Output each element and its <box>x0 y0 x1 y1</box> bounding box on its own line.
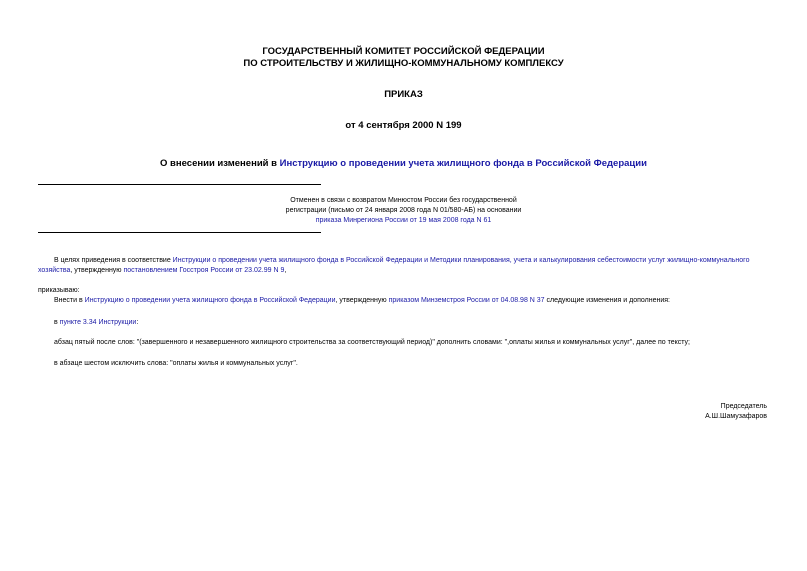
p3-text-b: : <box>136 319 139 326</box>
doc-type: ПРИКАЗ <box>384 89 423 100</box>
signature-position: Председатель <box>720 403 767 410</box>
notice-line-1: Отменен в связи с возвратом Минюстом России без государственной <box>290 197 517 204</box>
p1-text-c: , <box>284 267 287 274</box>
paragraph-4: абзац пятый после слов: "(завершенного и незавершенного жилищного строительства за соответствующий период)" дополнить словами: ",оплаты жилья и коммунальных услуг", далее по тексту; <box>54 339 690 346</box>
paragraph-2 <box>54 296 769 306</box>
notice-link[interactable]: приказа Минрегиона России от 19 мая 2008 года N 61 <box>315 217 492 224</box>
date-number: от 4 сентября 2000 N 199 <box>345 120 462 131</box>
p1-link-resolution[interactable]: постановлением Госстроя России от 23.02.99 N 9 <box>123 267 285 274</box>
notice-line-2: регистрации (письмо от 24 января 2008 года N 01/580-АБ) на основании <box>285 207 522 214</box>
p2-text-c: следующие изменения и дополнения: <box>544 297 671 304</box>
paragraph-1 <box>38 256 769 276</box>
header-line-1: ГОСУДАРСТВЕННЫЙ КОМИТЕТ РОССИЙСКОЙ ФЕДЕРАЦИИ <box>262 46 545 57</box>
document-title <box>0 158 807 170</box>
p2-text-a: Внести в <box>54 297 85 304</box>
p1-text-b: , утвержденную <box>70 267 124 274</box>
title-link[interactable]: Инструкцию о проведении учета жилищного фонда в Российской Федерации <box>279 158 647 169</box>
orders-word: приказываю: <box>38 287 80 294</box>
p3-link-clause[interactable]: пункте 3.34 Инструкции <box>59 319 137 326</box>
divider-bottom <box>38 232 321 233</box>
p1-text-a: В целях приведения в соответствие <box>54 257 173 264</box>
signature-name: А.Ш.Шамузафаров <box>705 413 767 420</box>
paragraph-3 <box>54 318 138 328</box>
divider-top <box>38 184 321 185</box>
p3-text-a: в <box>54 319 60 326</box>
notice-link-line <box>0 216 807 226</box>
p2-link-order[interactable]: приказом Минземстроя России от 04.08.98 N 37 <box>388 297 545 304</box>
p2-text-b: , утвержденную <box>335 297 389 304</box>
title-prefix: О внесении изменений в <box>160 158 280 169</box>
header-line-2: ПО СТРОИТЕЛЬСТВУ И ЖИЛИЩНО-КОММУНАЛЬНОМУ КОМПЛЕКСУ <box>243 58 564 69</box>
p1-link-instruction[interactable]: Инструкции о проведении учета жилищного фонда в Российской Федерации и Методики планирования, учета и калькулирования себестоимости услуг жилищно-коммунального хозяйства <box>38 257 750 274</box>
paragraph-5: в абзаце шестом исключить слова: "оплаты жилья и коммунальных услуг". <box>54 360 298 367</box>
p2-link-instruction[interactable]: Инструкцию о проведении учета жилищного фонда в Российской Федерации <box>84 297 336 304</box>
